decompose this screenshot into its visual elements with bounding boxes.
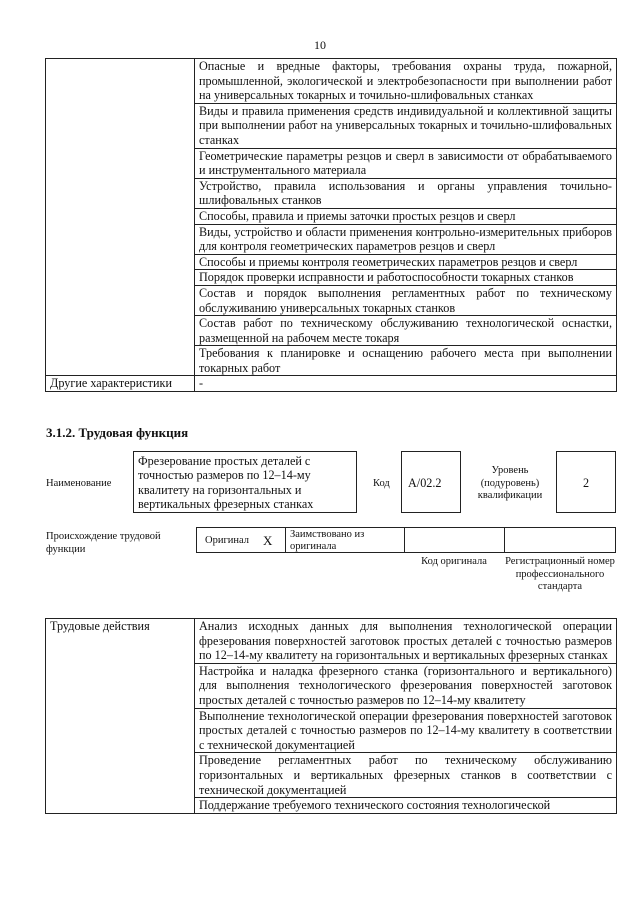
section-title: 3.1.2. Трудовая функция: [46, 425, 189, 440]
table-cell: Требования к планировке и оснащению рабочего места при выполнении токарных работ: [195, 346, 617, 376]
table-cell: Настройка и наладка фрезерного станка (горизонтального и вертикального) для выполнения технологического фрезерования поверхностей заготовок простых деталей с точностью размеров по 12–14-му квалитету: [195, 663, 617, 708]
reg-number-caption: Регистрационный номер профессионального стандарта: [505, 556, 615, 592]
table-row: [46, 376, 617, 392]
table-row: [46, 59, 617, 104]
table-cell: Виды и правила применения средств индивидуальной и коллективной защиты при выполнении работ на универсальных токарных и точильно-шлифовальных станках: [195, 103, 617, 148]
labor-actions-label: Трудовые действия: [46, 619, 195, 814]
function-code-value: А/02.2: [401, 451, 461, 513]
code-label: Код: [373, 478, 390, 489]
labor-actions-table: [45, 618, 617, 814]
function-name-value: Фрезерование простых деталей с точностью размеров по 12–14-му квалитету на горизонтальных и вертикальных фрезерных станках: [133, 451, 357, 513]
table-cell: Состав и порядок выполнения регламентных работ по техническому обслуживанию универсальных токарных станков: [195, 285, 617, 315]
table-cell: Способы, правила и приемы заточки простых резцов и сверл: [195, 208, 617, 224]
table-cell: Устройство, правила использования и органы управления точильно-шлифовальных станков: [195, 178, 617, 208]
origin-label: Происхождение трудовой функции: [46, 531, 161, 555]
original-label: Оригинал: [205, 535, 249, 546]
divider: [285, 527, 286, 553]
knowledge-table: [45, 58, 617, 392]
table-cell: Опасные и вредные факторы, требования охраны труда, пожарной, промышленной, экологической и электробезопасности при выполнении работ на универсальных токарных и точильно-шлифовальных станках: [195, 59, 617, 104]
divider: [504, 527, 505, 553]
level-value: 2: [556, 451, 616, 513]
table-cell: Выполнение технологической операции фрезерования поверхностей заготовок простых деталей с точностью размеров по 12–14-му квалитету в соответствии с технической документацией: [195, 708, 617, 753]
table-cell-empty: [46, 59, 195, 376]
level-label: Уровень (подуровень) квалификации: [477, 465, 543, 501]
table-cell: Геометрические параметры резцов и сверл в зависимости от обрабатываемого и инструментального материала: [195, 148, 617, 178]
table-row: [46, 619, 617, 664]
table-cell: Порядок проверки исправности и работоспособности токарных станков: [195, 270, 617, 286]
table-cell: Поддержание требуемого технического состояния технологической: [195, 798, 617, 814]
table-cell: Анализ исходных данных для выполнения технологической операции фрезерования поверхностей заготовок простых деталей с точностью размеров по 12–14-му квалитету на горизонтальных и вертикальных фрезерных станках: [195, 619, 617, 664]
table-cell: Проведение регламентных работ по техническому обслуживанию горизонтальных и вертикальных фрезерных станков в соответствии с технической документацией: [195, 753, 617, 798]
other-characteristics-label: Другие характеристики: [46, 376, 195, 392]
table-cell: Состав работ по техническому обслуживанию технологической оснастки, размещенной на рабочем месте токаря: [195, 316, 617, 346]
other-characteristics-value: -: [195, 376, 617, 392]
borrowed-label: Заимствовано из оригинала: [290, 529, 365, 552]
table-cell: Способы и приемы контроля геометрических параметров резцов и сверл: [195, 254, 617, 270]
divider: [404, 527, 405, 553]
origin-box: [196, 527, 616, 553]
code-original-caption: Код оригинала: [421, 556, 487, 567]
original-mark: X: [263, 533, 273, 548]
page-number: 10: [314, 38, 326, 52]
name-label: Наименование: [46, 478, 112, 489]
table-cell: Виды, устройство и области применения контрольно-измерительных приборов для контроля геометрических параметров резцов и сверл: [195, 224, 617, 254]
